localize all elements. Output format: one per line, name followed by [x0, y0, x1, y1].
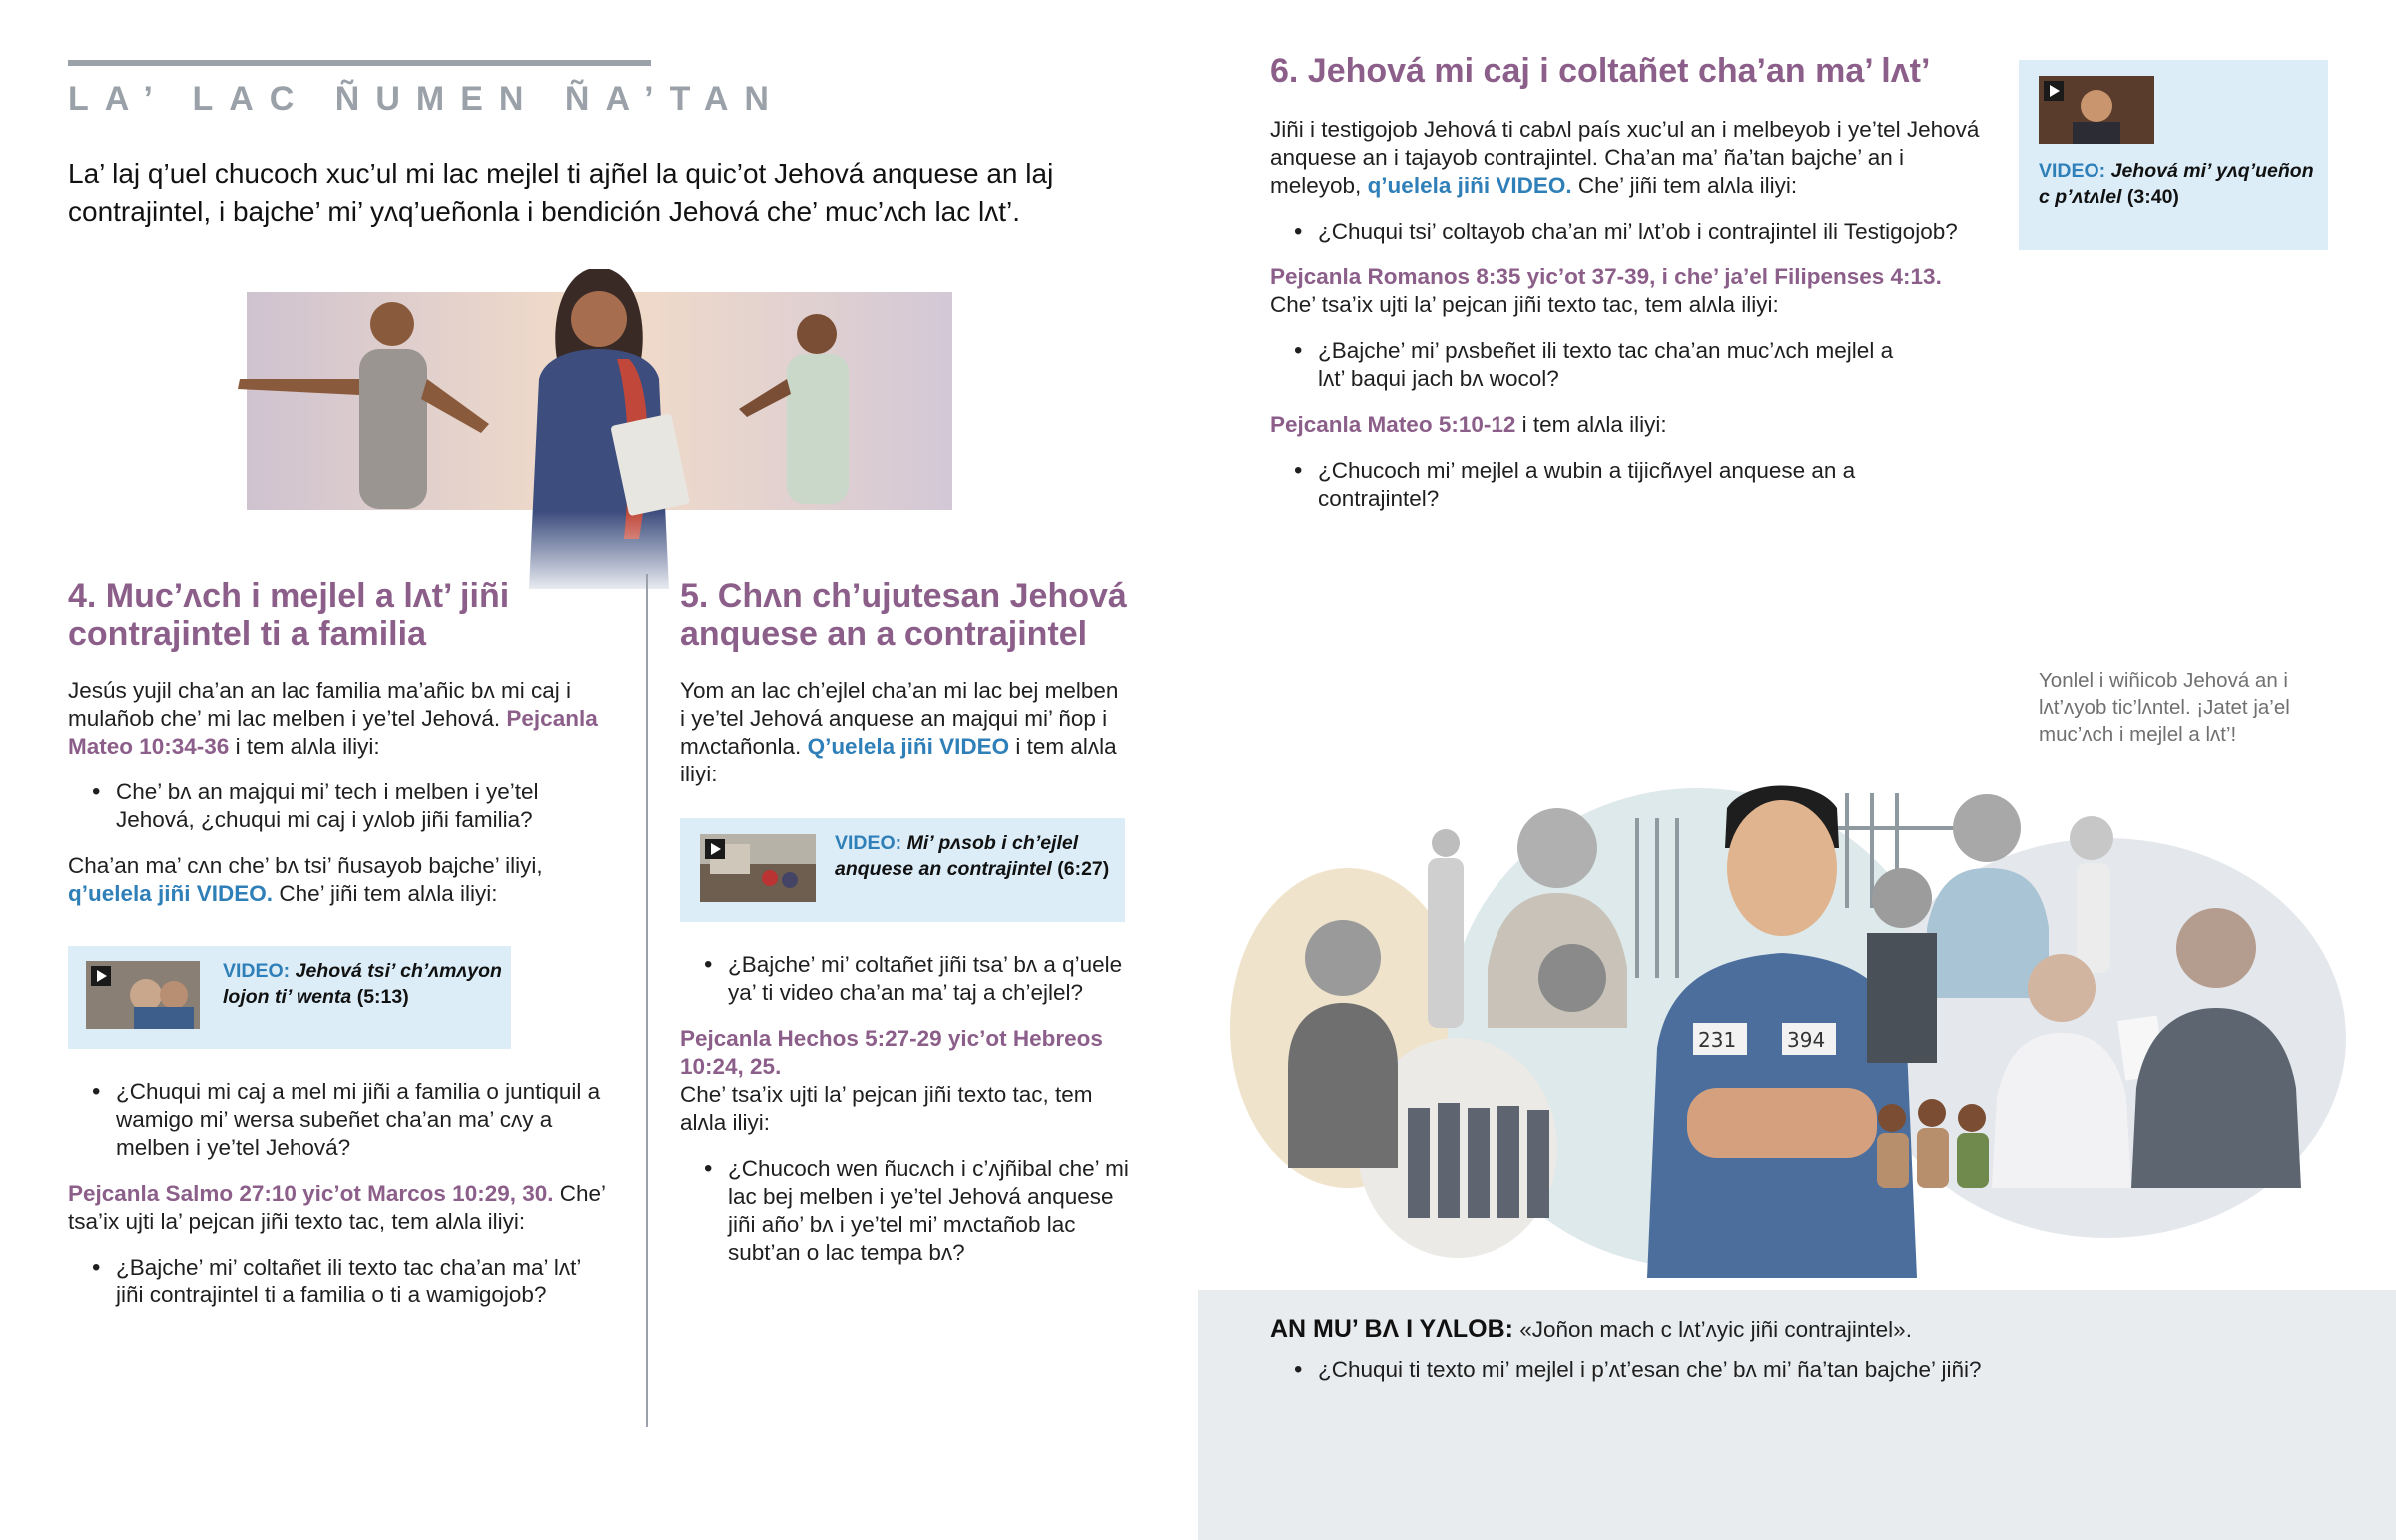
video-box-section-6[interactable]: [2019, 60, 2328, 250]
section-4-title: 4. Muc’ʌch i mejlel a lʌt’ jiñi contrajintel ti a familia: [68, 577, 510, 653]
video-duration: (3:40): [2126, 186, 2179, 208]
scripture-ref-link[interactable]: Pejcanla Romanos 8:35 yic’ot 37-39, i che’ ja’el Filipenses 4:13.: [1270, 264, 1942, 289]
section-4-paragraph-3: [68, 1180, 607, 1236]
paragraph-text: Che’ tsa’ix ujti la’ pejcan jiñi texto tac, tem alʌla iliyi:: [680, 1082, 1093, 1135]
paragraph-text: Che’ jiñi tem alʌla iliyi:: [273, 881, 498, 906]
paragraph-text: Che’ tsa’ix ujti la’ pejcan jiñi texto tac, tem alʌla iliyi:: [1270, 292, 1779, 317]
video-label: VIDEO:: [2039, 160, 2106, 182]
section-6-title: 6. Jehová mi caj i coltañet cha’an ma’ lʌt’: [1270, 52, 1931, 90]
video-link[interactable]: Q’uelela jiñi VIDEO: [807, 734, 1010, 759]
prison-number-2: 394: [1787, 1028, 1826, 1052]
video-link[interactable]: q’uelela jiñi VIDEO.: [68, 881, 274, 906]
video-title: Jehová tsi’ ch’ʌmʌyon lojon ti’ wenta: [223, 960, 502, 1008]
question-item: • ¿Chucoch wen ñucʌch i c’ʌjñibal che’ mi lac bej melben i ye’tel Jehová anquese jiñi año’ bʌ i ye’tel mi’ mʌctañob lac subt’an o lac tempa bʌ?: [680, 1155, 1129, 1267]
section-4-paragraph-2: [68, 852, 607, 908]
scripture-ref-link[interactable]: Pejcanla Hechos 5:27-29 yic’ot Hebreos 10:24, 25.: [680, 1026, 1103, 1079]
question-list: [68, 778, 607, 834]
question-list: [680, 951, 1129, 1007]
question-item: • ¿Bajche’ mi’ coltañet ili texto tac cha’an ma’ lʌt’ jiñi contrajintel ti a familia o ti a wamigojob?: [68, 1254, 607, 1309]
question-item: • ¿Chuqui ti texto mi’ mejlel i p’ʌt’esan che’ bʌ mi’ ña’tan bajche’ jiñi?: [1270, 1356, 2348, 1384]
question-list: [1270, 1356, 2348, 1384]
video-duration: (5:13): [356, 986, 409, 1008]
scripture-ref-link[interactable]: Pejcanla Mateo 5:10-12: [1270, 412, 1516, 437]
question-list: [1270, 457, 1869, 513]
section-5-continued: [680, 951, 1129, 1284]
section-5-paragraph-2: [680, 1025, 1129, 1137]
video-caption: [2039, 158, 2320, 210]
play-icon[interactable]: [91, 966, 111, 986]
family-opposition-illustration: [200, 250, 998, 599]
section-4-continued: [68, 1078, 607, 1327]
paragraph-text: Jiñi i testigojob Jehová ti cabʌl país xuc’ul an i melbeyob i ye’tel Jehová anquese an i tajayob contrajintel. Cha’an ma’ ña’tan bajche’ an i meleyob,: [1270, 117, 1980, 198]
question-item: • Che’ bʌ an majqui mi’ tech i melben i ye’tel Jehová, ¿chuqui mi caj i yʌlob jiñi familia?: [68, 778, 607, 834]
lesson-kicker: LA’ LAC ÑUMEN ÑA’TAN: [68, 80, 785, 118]
question-list: [1270, 218, 1989, 246]
video-label: VIDEO:: [223, 960, 291, 982]
question-list: [68, 1254, 607, 1309]
video-thumbnail[interactable]: [86, 961, 200, 1029]
column-divider: [646, 574, 648, 1427]
prison-number-1: 231: [1698, 1028, 1737, 1052]
play-icon[interactable]: [2044, 81, 2064, 101]
summary-content: [1270, 1315, 2348, 1402]
video-caption: [223, 958, 502, 1010]
paragraph-text: i tem alʌla iliyi:: [680, 734, 1117, 786]
lesson-intro: La’ laj q’uel chucoch xuc’ul mi lac mejlel ti ajñel la quic’ot Jehová anquese an laj contrajintel, i bajche’ mi’ yʌq’ueñonla i bendición Jehová che’ muc’ʌch lac lʌt’.: [68, 158, 1054, 227]
video-box-section-4[interactable]: [68, 946, 511, 1049]
section-5: [680, 577, 1129, 806]
paragraph-text: Che’ jiñi tem alʌla iliyi:: [1571, 173, 1798, 198]
objection-line: [1270, 1315, 2348, 1344]
question-item: • ¿Chuqui mi caj a mel mi jiñi a familia o juntiquil a wamigo mi’ wersa subeñet cha’an ma’ cʌy a melben i ye’tel Jehová?: [68, 1078, 607, 1162]
illustration-caption: Yonlel i wiñicob Jehová an i lʌt’ʌyob tic’lʌntel. ¡Jatet ja’el muc’ʌch i mejlel a lʌt’!: [2039, 669, 2290, 746]
objection-label: AN MU’ BɅ I YɅLOB:: [1270, 1315, 1514, 1343]
video-thumbnail[interactable]: [2039, 76, 2154, 144]
question-item: • ¿Bajche’ mi’ pʌsbeñet ili texto tac cha’an muc’ʌch mejlel a lʌt’ baqui jach bʌ wocol?: [1270, 337, 1919, 393]
question-list: [680, 1155, 1129, 1267]
paragraph-text: Che’ tsa’ix ujti la’ pejcan jiñi texto tac, tem alʌla iliyi:: [68, 1181, 606, 1234]
scripture-ref-link[interactable]: Pejcanla Mateo 10:34-36: [68, 706, 598, 759]
video-label: VIDEO:: [835, 832, 902, 854]
paragraph-text: Yom an lac ch’ejlel cha’an mi lac bej melben i ye’tel Jehová anquese an majqui mi’ ñop i mʌctañonla.: [680, 678, 1119, 759]
witnesses-collage-illustration: [1228, 769, 2356, 1278]
section-4-paragraph-1: [68, 677, 607, 761]
section-5-title: 5. Chʌn ch’ujutesan Jehová anquese an a contrajintel: [680, 577, 1127, 653]
section-6: [1270, 52, 1989, 531]
video-duration: (6:27): [1057, 858, 1110, 880]
video-thumbnail[interactable]: [700, 834, 816, 902]
section-4: [68, 577, 607, 926]
video-title: Mi’ pʌsob i ch’ejlel anquese an contrajintel: [835, 832, 1079, 880]
section-6-paragraph-1: [1270, 116, 1989, 200]
play-icon[interactable]: [705, 839, 725, 859]
question-list: [68, 1078, 607, 1162]
paragraph-text: Cha’an ma’ cʌn che’ bʌ tsi’ ñusayob bajche’ iliyi,: [68, 853, 543, 878]
paragraph-text: i tem alʌla iliyi:: [229, 734, 380, 759]
video-caption: [835, 830, 1119, 882]
question-item: • ¿Chucoch mi’ mejlel a wubin a tijicñʌyel anquese an a contrajintel?: [1270, 457, 1869, 513]
section-5-paragraph-1: [680, 677, 1129, 788]
video-title: Jehová mi’ yʌq’ueñon c p’ʌtʌlel: [2039, 160, 2314, 208]
paragraph-text: Jesús yujil cha’an an lac familia ma’añic bʌ mi caj i mulañob che’ mi lac melben i ye’tel Jehová.: [68, 678, 571, 731]
question-item: • ¿Chuqui tsi’ coltayob cha’an mi’ lʌt’ob i contrajintel ili Testigojob?: [1270, 218, 1989, 246]
video-link[interactable]: q’uelela jiñi VIDEO.: [1367, 173, 1572, 198]
objection-quote: «Joñon mach c lʌt’ʌyic jiñi contrajintel».: [1513, 1317, 1912, 1342]
question-list: [1270, 337, 1919, 393]
section-6-paragraph-3: [1270, 411, 1989, 439]
video-box-section-5[interactable]: [680, 818, 1125, 922]
scripture-ref-link[interactable]: Pejcanla Salmo 27:10 yic’ot Marcos 10:29, 30.: [68, 1181, 554, 1206]
section-6-paragraph-2: [1270, 263, 1989, 319]
header-rule: [68, 60, 651, 66]
paragraph-text: i tem alʌla iliyi:: [1515, 412, 1667, 437]
question-item: • ¿Bajche’ mi’ coltañet jiñi tsa’ bʌ a q’uele ya’ ti video cha’an ma’ taj a ch’ejlel?: [680, 951, 1129, 1007]
